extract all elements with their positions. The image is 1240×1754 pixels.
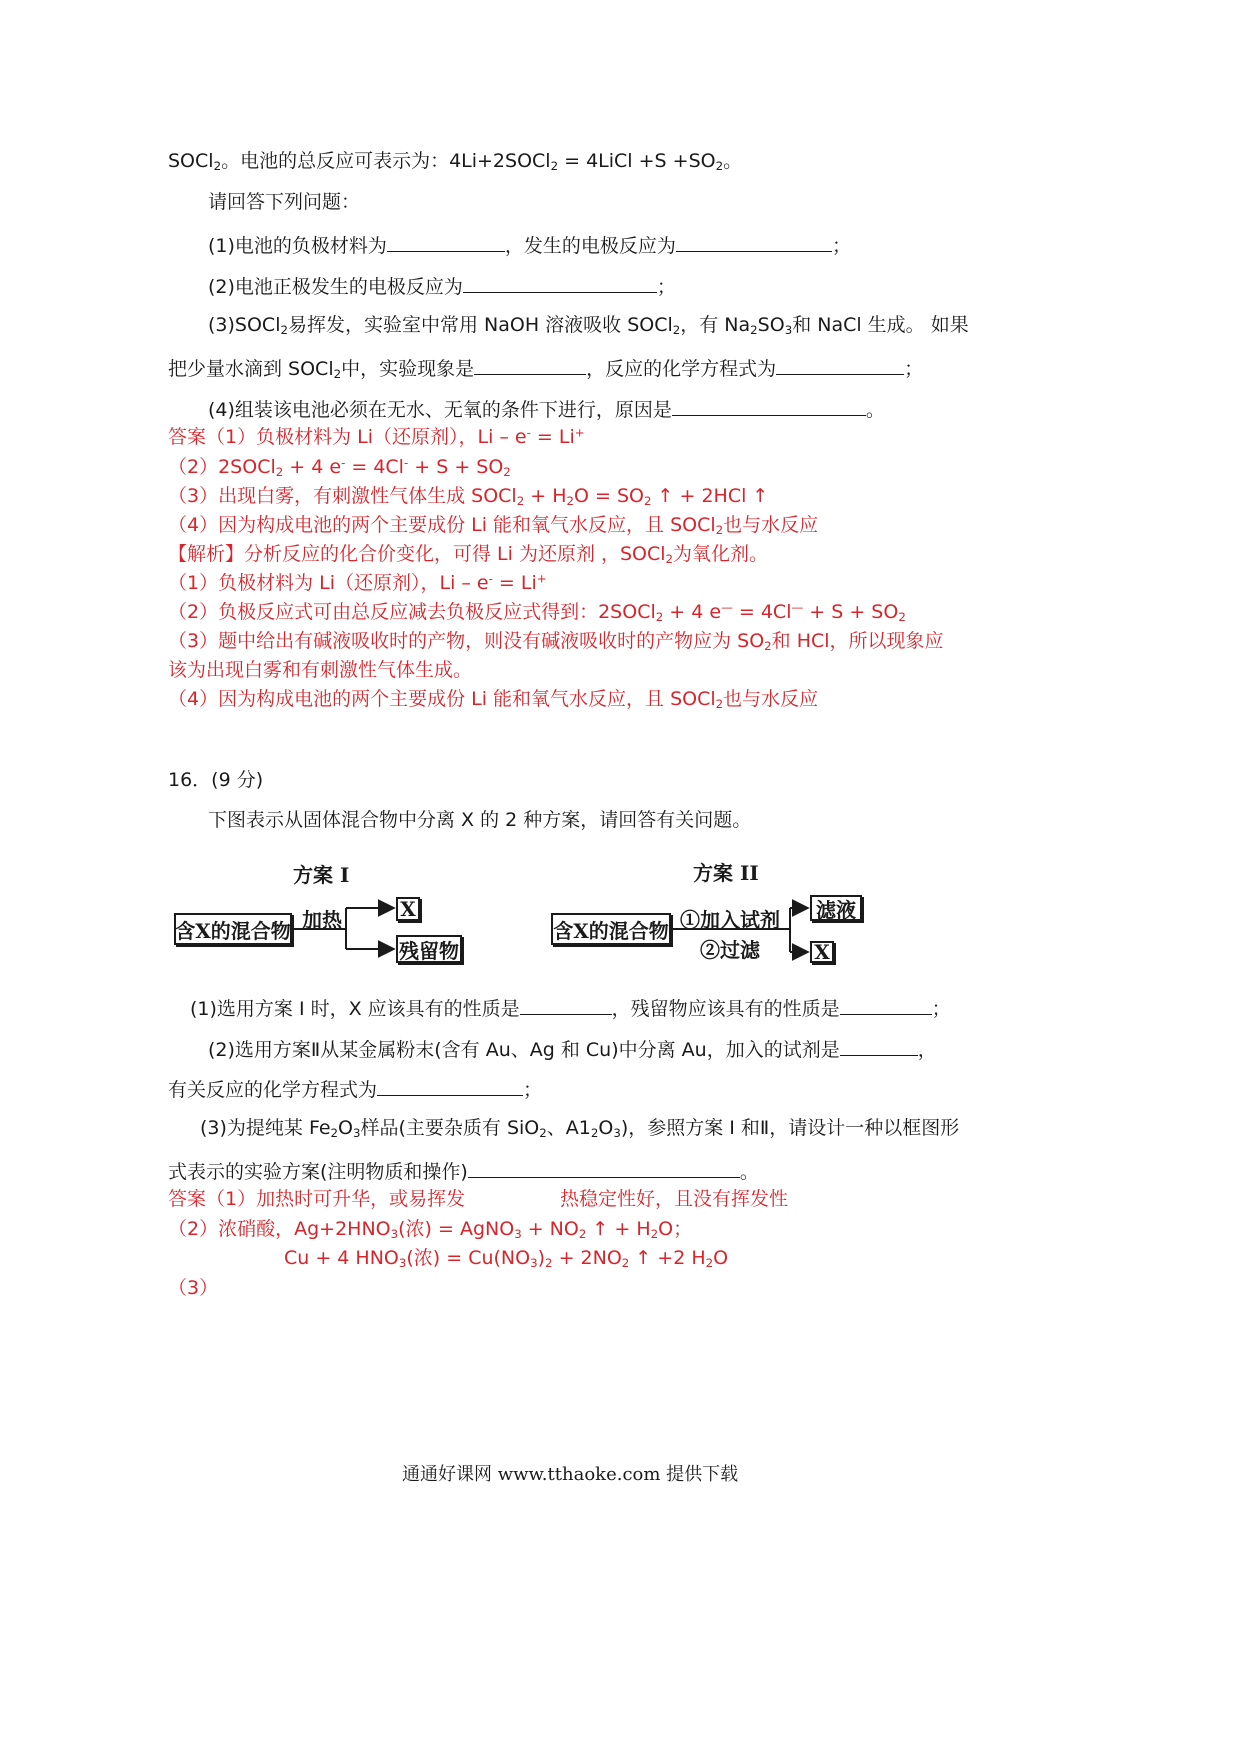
q16-heading: 16．(9 分) (168, 769, 264, 791)
scheme-2-title: 方案 II (693, 861, 759, 885)
explanation-2: （2）负极反应式可由总反应减去负极反应式得到：2SOCl$_2$ + 4 $e^— = 4Cl^— + S + SO_2$ (168, 600, 906, 624)
ans16-line2b: Cu + 4 $HNO_3$(浓) = $Cu(NO_3)_2 + 2NO_2$ ↑ +2 $H_2O$ (284, 1247, 729, 1270)
explanation-3b: 该为出现白雾和有刺激性气体生成。 (168, 659, 473, 681)
q15-ask: 请回答下列问题： (208, 191, 361, 213)
ans15-line3: （3）出现白雾，有刺激性气体生成 SOCl$_2$ + $H_2O = SO_2$ ↑ + 2HCl ↑ (168, 485, 769, 508)
scheme-1-operation: 加热 (302, 908, 342, 932)
explanation-3a: （3）题中给出有碱液吸收时的产物，则没有碱液吸收时的产物应为 $SO_2$和 HCl，所以现象应 (168, 630, 944, 653)
answer-blank (840, 997, 932, 1015)
q16-intro: 下图表示从固体混合物中分离 X 的 2 种方案，请回答有关问题。 (208, 809, 752, 831)
scheme-1-mixture-box: 含X的混合物 (174, 913, 292, 945)
q15-part3-line1: (3)SOCl$_2$易挥发，实验室中常用 NaOH 溶液吸收 SOCl$_2$，有 $Na_2SO_3$和 NaCl 生成。 如果 (208, 314, 969, 337)
q16-part3-line2: 式表示的实验方案(注明物质和操作) 。 (168, 1161, 759, 1183)
page-footer: 通通好课网 www.tthaoke.com 提供下载 (402, 1464, 739, 1485)
scheme-2-output-x: X (810, 941, 834, 963)
scheme-1-title: 方案 I (293, 863, 350, 887)
q16-part2-line2: 有关反应的化学方程式为 ； (168, 1079, 543, 1101)
q15-part3-line2: 把少量水滴到 SOCl$_2$中，实验现象是 ，反应的化学方程式为 ； (168, 358, 924, 381)
scheme-2-operation-2: ②过滤 (700, 938, 760, 962)
ans16-line1: 答案（1）加热时可升华，或易挥发 (168, 1188, 466, 1210)
q16-part1: (1)选用方案 I 时，X 应该具有的性质是 ，残留物应该具有的性质是 ； (190, 998, 951, 1020)
scheme-1-output-x: X (396, 897, 420, 921)
scheme-2-filtrate-box: 滤液 (810, 895, 862, 921)
q16-part2-line1: (2)选用方案Ⅱ从某金属粉末(含有 Au、Ag 和 Cu)中分离 Au，加入的试剂是 ， (208, 1039, 937, 1061)
ans16-line2: （2）浓硝酸，$Ag+2HNO_3$(浓) = AgNO$_3$ + $NO_2$ ↑ + $H_2O$； (168, 1218, 693, 1241)
q16-part3-line1: (3)为提纯某 $Fe_2O_3$样品(主要杂质有 SiO$_2$、$A1_2O_3$)，参照方案 I 和Ⅱ，请设计一种以框图形 (200, 1117, 960, 1140)
answer-blank (840, 1038, 918, 1056)
answer-blank (468, 1160, 740, 1178)
ans16-line1-b: 热稳定性好，且没有挥发性 (560, 1188, 789, 1210)
explanation-head: 【解析】分析反应的化合价变化，可得 Li 为还原剂 ，SOCl$_2$为氧化剂。 (168, 543, 769, 566)
ans15-line4: （4）因为构成电池的两个主要成份 Li 能和氧气水反应，且 SOCl$_2$也与水反应 (168, 514, 819, 537)
q15-part1: (1)电池的负极材料为 ，发生的电极反应为 ； (208, 235, 851, 257)
scheme-1-residue-box: 残留物 (396, 935, 462, 963)
answer-blank (520, 997, 612, 1015)
ans15-line1: 答案（1）负极材料为 Li（还原剂），Li – e- = Li+ (168, 425, 585, 448)
q15-part2: (2)电池正极发生的电极反应为 ； (208, 276, 676, 298)
q15-intro: SOCl$_2$。电池的总反应可表示为：4Li+2SOCl$_2$ = 4LiCl $+S +SO_2$。 (168, 150, 743, 173)
ans16-line3: （3） (168, 1277, 219, 1299)
answer-blank (377, 1078, 523, 1096)
scheme-2-mixture-box: 含X的混合物 (551, 913, 671, 945)
explanation-1: （1）负极材料为 Li（还原剂），Li – e- = Li+ (168, 571, 547, 594)
scheme-2-operation-1: ①加入试剂 (680, 908, 780, 932)
explanation-4: （4）因为构成电池的两个主要成份 Li 能和氧气水反应，且 SOCl$_2$也与水反应 (168, 688, 819, 711)
q15-part4: (4)组装该电池必须在无水、无氧的条件下进行，原因是 。 (208, 399, 885, 421)
ans15-line2: （2）2SOCl$_2$ + 4 $e^- = 4Cl^- + S + SO_2$ (168, 455, 511, 479)
